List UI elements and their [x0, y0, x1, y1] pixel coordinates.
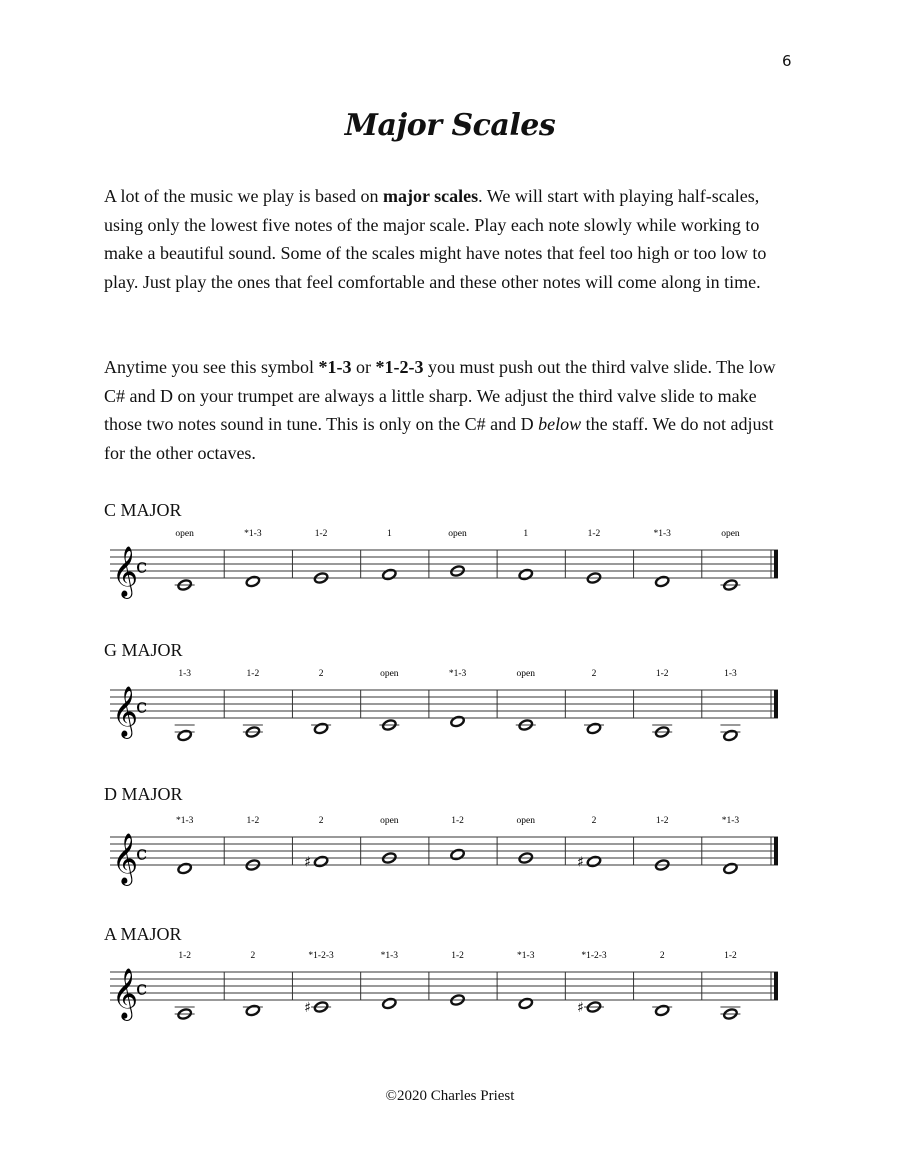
whole-note: [586, 855, 601, 867]
scale-label-a-major: A MAJOR: [104, 924, 182, 944]
staff-g-major: [110, 668, 790, 738]
emphasis-below: below: [538, 414, 582, 434]
staff-c-major: [110, 528, 790, 598]
text-run: A lot of the music we play is based on: [104, 186, 383, 206]
fingering-label: 2: [250, 951, 256, 961]
sharp-accidental: ♯: [576, 1000, 584, 1016]
whole-note: [655, 575, 670, 587]
fingering-label: open: [175, 529, 194, 539]
fingering-label: 2: [591, 816, 597, 826]
treble-clef-icon: 𝄞: [112, 833, 139, 884]
whole-note: [723, 862, 738, 874]
fingering-label: 1-3: [178, 669, 191, 679]
whole-note: [450, 848, 465, 860]
fingering-label: open: [721, 529, 740, 539]
text-run: or: [351, 357, 376, 377]
fingering-label: 2: [659, 951, 665, 961]
time-signature: c: [136, 840, 148, 865]
treble-clef-icon: 𝄞: [112, 546, 139, 597]
fingering-label: 1-2: [246, 816, 260, 826]
fingering-label: 2: [318, 816, 324, 826]
intro-paragraph-1: [104, 182, 794, 296]
symbol-one-two-three: *1-2-3: [375, 357, 424, 377]
fingering-label: *1-3: [448, 669, 467, 679]
time-signature: c: [136, 553, 148, 578]
fingering-label: 1: [386, 529, 392, 539]
fingering-label: 1-2: [246, 669, 260, 679]
fingering-label: *1-3: [517, 951, 535, 961]
whole-note: [245, 575, 260, 587]
fingering-label: 1-2: [724, 951, 737, 961]
page-title: Major Scales: [344, 108, 556, 143]
fingering-label: 2: [318, 669, 324, 679]
whole-note: [655, 1004, 670, 1016]
fingering-label: *1-3: [380, 951, 399, 961]
time-signature: c: [136, 693, 148, 718]
sharp-accidental: ♯: [576, 854, 584, 871]
fingering-label: open: [448, 529, 467, 539]
fingering-label: *1-3: [653, 529, 671, 539]
whole-note: [314, 855, 329, 867]
whole-note: [450, 715, 465, 727]
final-barline-thick: [774, 972, 778, 1000]
whole-note: [177, 862, 192, 874]
fingering-label: 1-2: [314, 529, 328, 539]
fingering-label: 1-2: [178, 951, 191, 961]
fingering-label: *1-3: [721, 816, 740, 826]
copyright-footer: ©2020 Charles Priest: [385, 1088, 515, 1104]
whole-note: [245, 1004, 260, 1016]
fingering-label: 1: [523, 529, 529, 539]
scale-label-c-major: C MAJOR: [104, 500, 182, 520]
fingering-label: *1-2-3: [308, 951, 334, 961]
whole-note: [723, 729, 738, 741]
treble-clef-icon: 𝄞: [112, 968, 139, 1019]
staff-d-major: [110, 815, 790, 885]
whole-note: [382, 568, 397, 580]
text-run: . We will start with playing half-scales, using only the lowest five notes of the major scale. Play each note slowly while working to make a beautiful sound. Some of the scales might have notes that feel too high or too low to play. Just play the ones that feel comfortable and these other notes will come along in time.: [104, 186, 767, 292]
sharp-accidental: ♯: [304, 1000, 311, 1016]
fingering-label: open: [380, 669, 399, 679]
whole-note: [586, 722, 601, 734]
whole-note: [518, 568, 533, 580]
text-run: the staff. We do not adjust for the other octaves.: [104, 414, 774, 463]
intro-paragraph-2: [104, 353, 794, 467]
staff-a-major: [110, 950, 790, 1020]
whole-note: [177, 729, 192, 741]
whole-note: [314, 722, 329, 734]
fingering-label: 1-3: [724, 669, 737, 679]
whole-note: [518, 997, 533, 1009]
time-signature: c: [136, 975, 148, 1000]
fingering-label: 2: [591, 669, 597, 679]
fingering-label: *1-3: [175, 816, 194, 826]
final-barline-thick: [774, 550, 778, 578]
fingering-label: 1-2: [587, 529, 601, 539]
bold-term: major scales: [382, 186, 479, 206]
fingering-label: 1-2: [451, 951, 464, 961]
scale-label-g-major: G MAJOR: [104, 640, 183, 660]
fingering-label: 1-2: [451, 816, 464, 826]
fingering-label: open: [380, 816, 399, 826]
fingering-label: 1-2: [655, 816, 669, 826]
fingering-label: 1-2: [655, 669, 669, 679]
text-run: you must push out the third valve slide. The low C# and D on your trumpet are always a little sharp. We adjust the third valve slide to make those two notes sound in tune. This is only on the C# and D: [104, 357, 776, 434]
final-barline-thick: [774, 837, 778, 865]
page-number: 6: [782, 52, 792, 70]
final-barline-thick: [774, 690, 778, 718]
fingering-label: open: [516, 816, 535, 826]
scale-label-d-major: D MAJOR: [104, 784, 183, 804]
fingering-label: *1-2-3: [581, 951, 607, 961]
sharp-accidental: ♯: [304, 854, 311, 871]
whole-note: [382, 997, 397, 1009]
treble-clef-icon: 𝄞: [112, 686, 139, 737]
symbol-one-three: *1-3: [318, 357, 352, 377]
fingering-label: open: [516, 669, 535, 679]
text-run: Anytime you see this symbol: [104, 357, 319, 377]
fingering-label: *1-3: [244, 529, 262, 539]
